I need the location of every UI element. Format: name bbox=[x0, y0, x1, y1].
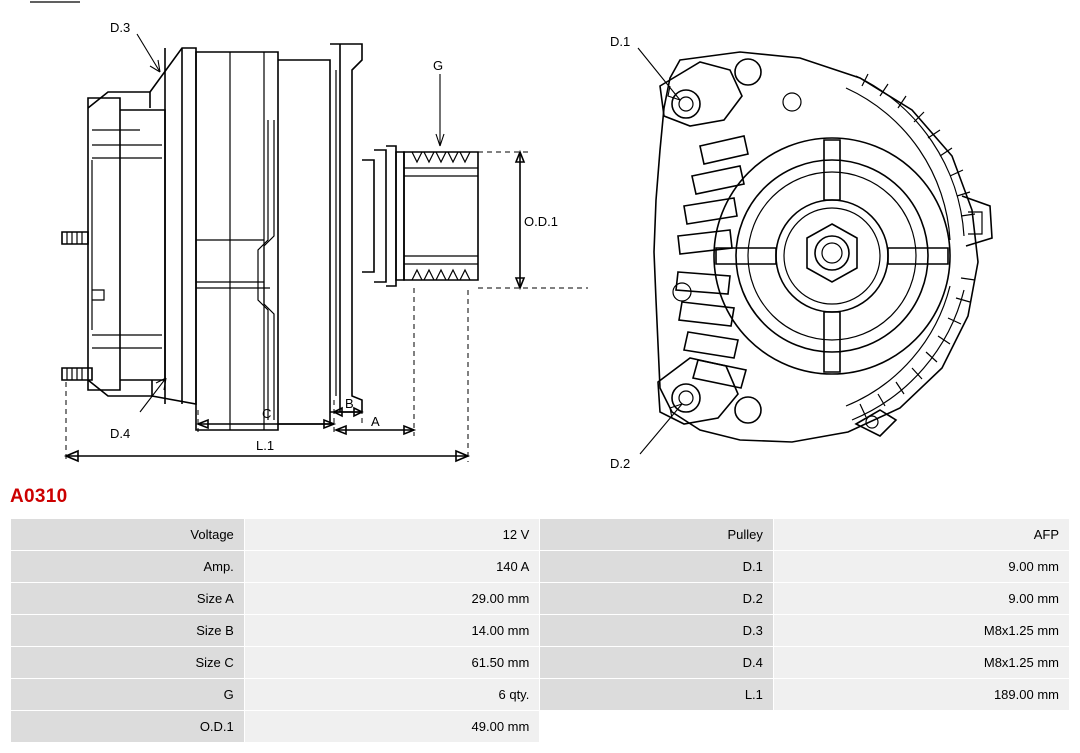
spec-value: 9.00 mm bbox=[773, 551, 1069, 583]
table-row bbox=[11, 647, 1070, 679]
spec-empty-cell bbox=[540, 711, 774, 743]
spec-label: D.1 bbox=[540, 551, 774, 583]
spec-value: 29.00 mm bbox=[244, 583, 540, 615]
table-row bbox=[11, 711, 1070, 743]
spec-value: 61.50 mm bbox=[244, 647, 540, 679]
spec-label: Size B bbox=[11, 615, 245, 647]
callout-d2-label: D.2 bbox=[610, 456, 631, 471]
spec-label: O.D.1 bbox=[11, 711, 245, 743]
spec-label: Pulley bbox=[540, 519, 774, 551]
spec-label: Size C bbox=[11, 647, 245, 679]
spec-value: AFP bbox=[773, 519, 1069, 551]
table-row bbox=[11, 615, 1070, 647]
spec-value: 49.00 mm bbox=[244, 711, 540, 743]
spec-value: 6 qty. bbox=[244, 679, 540, 711]
spec-label: Voltage bbox=[11, 519, 245, 551]
spec-empty-cell bbox=[773, 711, 1069, 743]
spec-value: 9.00 mm bbox=[773, 583, 1069, 615]
dimension-l1-label: L.1 bbox=[256, 438, 275, 453]
table-row bbox=[11, 583, 1070, 615]
dimension-od1-label: O.D.1 bbox=[524, 214, 558, 229]
spec-value: 140 A bbox=[244, 551, 540, 583]
callout-d1-label: D.1 bbox=[610, 34, 631, 49]
spec-label: D.2 bbox=[540, 583, 774, 615]
spec-label: L.1 bbox=[540, 679, 774, 711]
spec-label: Size A bbox=[11, 583, 245, 615]
part-number: A0310 bbox=[10, 486, 68, 507]
spec-value: 189.00 mm bbox=[773, 679, 1069, 711]
spec-value: 14.00 mm bbox=[244, 615, 540, 647]
callout-d3-label: D.3 bbox=[110, 20, 131, 35]
specifications-table bbox=[10, 518, 1070, 743]
dimension-b-label: B bbox=[345, 396, 354, 411]
spec-value: M8x1.25 mm bbox=[773, 647, 1069, 679]
table-row bbox=[11, 679, 1070, 711]
callout-g-label: G bbox=[433, 58, 444, 73]
spec-label: G bbox=[11, 679, 245, 711]
table-row bbox=[11, 519, 1070, 551]
spec-value: M8x1.25 mm bbox=[773, 615, 1069, 647]
dimension-a-label: A bbox=[371, 414, 380, 429]
spec-label: D.3 bbox=[540, 615, 774, 647]
spec-label: D.4 bbox=[540, 647, 774, 679]
dimension-c-label: C bbox=[262, 406, 272, 421]
spec-value: 12 V bbox=[244, 519, 540, 551]
table-row bbox=[11, 551, 1070, 583]
spec-label: Amp. bbox=[11, 551, 245, 583]
callout-d4-label: D.4 bbox=[110, 426, 131, 441]
